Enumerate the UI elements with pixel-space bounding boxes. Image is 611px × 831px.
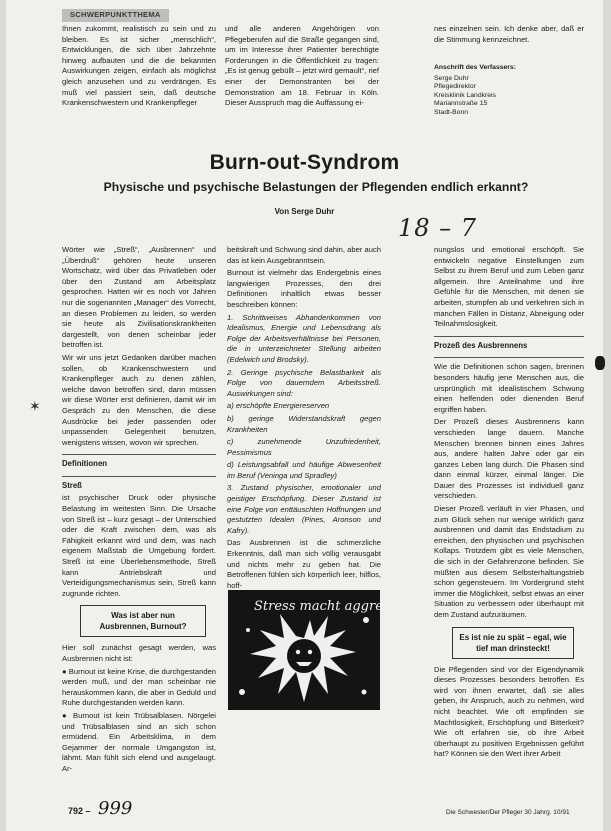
top-column-3-text: nes einzelnen sein. Ich denke aber, daß er die Stimmung kennzeichnet. xyxy=(434,24,584,44)
bullet-item: ● Burnout ist kein Trübsalblasen. Nörgelei und Trübsalblasen sind an sich schon ermüdend. Ein Arbeitsklima, in dem Gejammer der normale Umgangston ist, lähmt. Man fühlt sich elend und ausgelaugt. Ar- xyxy=(62,710,216,773)
definition-subitem: b) geringe Widerstandskraft gegen Krankheiten xyxy=(227,413,381,434)
paragraph: Wörter wie „Streß“, „Ausbrennen“ und „Überdruß“ gehören heute unseren Wortschatz, wird über das Privatleben oder über den Zustand am Arbeitsplatz gesprochen. Hatten wir es noch vor Jahren nur die sogenannten „Manager“ des Vorrecht, an diesen Problemen zu leiden, so werden sie heute als Zivilisationskrankheiten dargestellt, von denen scheinbar jeder betroffen ist. xyxy=(62,245,216,350)
paragraph: beitskraft und Schwung sind dahin, aber auch das ist kein Ausgebranntsein. xyxy=(227,245,381,265)
callout-box: Es ist nie zu spät – egal, wie tief man drinsteckt! xyxy=(452,627,574,659)
definition-item: 3. Zustand physischer, emotionaler und geistiger Erschöpfung. Dieser Zustand ist eine Folge von enttäuschten Hoffnungen und gestutzten Idealen (Pines, Aronson und Kafry). xyxy=(227,483,381,535)
top-column-2-text: und alle anderen Angehörigen von Pflegeberufen auf die Straße gegangen sind, um im Interesse ihrer Patienter berechtigte Forderungen in die Öffentlichkeit zu tragen: „Es ist genug gebüllt – jetzt wird gemault“, rief einer der Demonstranten bei der Demonstration am 18. Februar in Köln. Dieser Ausspruch mag die Auffassung ei- xyxy=(225,24,379,108)
journal-footer: Die Schwester/Der Pfleger 30 Jahrg. 10/91 xyxy=(446,809,570,816)
definition-subitem: d) Leistungsabfall und häufige Abwesenheit im Beruf (Veninga und Spradley) xyxy=(227,460,381,480)
illustration-caption: Stress macht aggressiv xyxy=(254,599,408,614)
author-address-heading: Anschrift des Verfassers: xyxy=(434,64,516,71)
handwritten-page-number: 999 xyxy=(98,798,133,819)
article-column-3 xyxy=(434,245,584,760)
author-address-line: Stadt-Bonn xyxy=(434,108,469,116)
document-page xyxy=(6,0,603,831)
paragraph: Hier soll zunächst gesagt werden, was Ausbrennen nicht ist: xyxy=(62,643,216,663)
section-heading-process: Prozeß des Ausbrennens xyxy=(434,340,528,350)
paragraph: Wir wir uns jetzt Gedanken darüber machen sollen, ob Krankenschwestern und Krankenpfleger auch zu denen zählen, welche davon betroffen sind, dann müssen wir diese Wörter erst definieren, damit wir im Gespräch zu den Menschen, die diese Ausdrücke bei jeder passenden oder unpassenden Gelegenheit benutzen, wenigstens wissen, wovon wir sprechen. xyxy=(62,352,216,447)
bullet-item: ● Burnout ist keine Krise, die durchgestanden werden muß, und der man scheinbar nie herauskommen kann, die aber in Geduld und Ruhe durchgestanden werden kann. xyxy=(62,666,216,708)
article-subheadline: Physische und psychische Belastungen der Pflegenden endlich erkannt? xyxy=(103,180,529,194)
author-address-line: Mariannstraße 15 xyxy=(434,100,488,108)
article-byline: Von Serge Duhr xyxy=(274,207,335,216)
paragraph: Dieser Prozeß verläuft in vier Phasen, und zum Glück sehen nur wenige wirklich ganz ausbrennen und damit das Endstadium zu erreichen, den physischen und psychischen Kollaps. Trotzdem gibt es viele Menschen, die sich in der Gefahrenzone befinden. Sie müßten aus diesem Selbsterhaltungstrieb schon gegensteuern. Im Vordergrund steht immer die Möglichkeit, selbst etwas an einer Situation zu verbessern oder überhaupt mit dem Zustand aufzuräumen. xyxy=(434,504,584,619)
article-column-2 xyxy=(227,245,381,591)
paragraph: Die Pflegenden sind vor der Eigendynamik dieses Prozesses besonders betroffen. Es wird von ihnen erwartet, daß sie alles geben, ihr Anspruch, auch zu nehmen, wird nicht beachtet. Wie oft empfinden sie Machtlosigkeit, Erschöpfung und Bitterkeit? Wie oft erfahren sie, ob ihre Arbeit überhaupt zu positiven Ergebnissen geführt hat? Können sie den Wert ihrer Arbeit xyxy=(434,664,584,759)
section-heading-definitions: Definitionen xyxy=(62,459,108,469)
definition-item: 2. Geringe psychische Belastbarkeit als Folge von dauerndem Arbeitsstreß. Auswirkungen sind: xyxy=(227,367,381,398)
author-address-line: Pflegedirektor xyxy=(434,83,476,91)
divider xyxy=(434,336,584,337)
definition-subitem: a) erschöpfte Energiereserven xyxy=(227,401,330,411)
paragraph: Das Ausbrennen ist die schmerzliche Erkenntnis, daß man sich völlig verausgabt und nichts mehr zu geben hat. Die Betroffenen fühlen sich körperlich leer, hilflos, hoff- xyxy=(227,538,381,590)
definition-subitem: c) zunehmende Unzufriedenheit, Pessimismus xyxy=(227,437,381,457)
divider xyxy=(62,454,216,455)
subheading-stress: Streß xyxy=(62,480,82,490)
divider xyxy=(434,357,584,358)
paragraph: Burnout ist vielmehr das Endergebnis eines langwierigen Prozesses, den drei Definitionen inhaltlich etwas besser beschreiben können: xyxy=(227,268,381,309)
top-column-1-text: Ihnen zukommt, realistisch zu sein und zu bleiben. Es ist sicher „menschlich“, Entwicklungen, die sich über Jahrzehnte hinweg aufbauten und die die bekannten Auswirkungen zeigen, einfach als möglichst gleich anzusehen und zu verdrängen. Es muß viel passiert sein, daß deutsche Krankenschwestern und Krankenpfleger xyxy=(62,24,216,108)
article-headline: Burn-out-Syndrom xyxy=(209,151,400,174)
margin-mark-icon: ✶ xyxy=(29,398,41,414)
paragraph: Wie die Definitionen schon sagen, brennen besonders häufig jene Menschen aus, die ursprünglich mit idealistischem Schwung einen helfenden oder dienenden Beruf ergriffen haben. xyxy=(434,362,584,414)
paragraph: nungslos und emotional erschöpft. Sie entwickeln negative Einstellungen zum Selbst zu ihrem Beruf und zum Leben ganz allgemein. Ihre Anteilnahme und ihre Gefühle für die Menschen, mit denen sie arbeiten, stumpfen ab und verkehren sich in manchen Fällen in Distanz, Abneigung oder Teilnahmslosigkeit. xyxy=(434,245,584,329)
top-column-1 xyxy=(62,24,216,109)
paragraph: Der Prozeß dieses Ausbrennens kann verschieden lange dauern. Manche Menschen brennen binnen eines Jahres aus, andere halten Jahre oder gar ein ganzes Leben lang durch. Die Phasen sind dann einmal kürzer, einmal länger. Die Dauer des Prozesses ist individuell ganz verschieden. xyxy=(434,417,584,501)
author-address-line: Kreisklinik Landkreis xyxy=(434,91,496,99)
paragraph: ist psychischer Druck oder physische Belastung im weitesten Sinn. Die Ursache von Streß ist – kurz gesagt – der Unterschied oder die Kraft zwischen dem, was als Fähigkeit erkannt wird und dem, was nach eigenem Maßstab die Umgebung fordert. Streß ist eine Überlebensmethode, Streß kann Antriebskraft und Verteidigungsmechanismus sein, Streß kann zugrunde richten. xyxy=(62,493,216,598)
definition-item: 1. Schrittweises Abhandenkommen von Idealismus, Energie und Lebensdrang als Folge der Arbeitsverhältnisse bei Personen, die in unterzeichneter Stellung arbeiten (Edelwich und Brodsky). xyxy=(227,312,381,364)
callout-box: Was ist aber nun Ausbrennen, Burnout? xyxy=(80,605,206,637)
article-column-1 xyxy=(62,245,216,775)
top-column-3 xyxy=(434,24,584,45)
author-address-line: Serge Duhr xyxy=(434,74,469,82)
stress-illustration-drawing xyxy=(228,590,408,710)
section-tag: SCHWERPUNKTTHEMA xyxy=(62,9,169,22)
top-column-2 xyxy=(225,24,379,109)
stress-illustration xyxy=(228,590,408,710)
page-number: 792 – xyxy=(68,806,91,816)
author-address xyxy=(434,64,584,118)
binding-mark xyxy=(595,356,605,370)
handwritten-note: 18 – 7 xyxy=(398,214,478,242)
divider xyxy=(62,476,216,477)
